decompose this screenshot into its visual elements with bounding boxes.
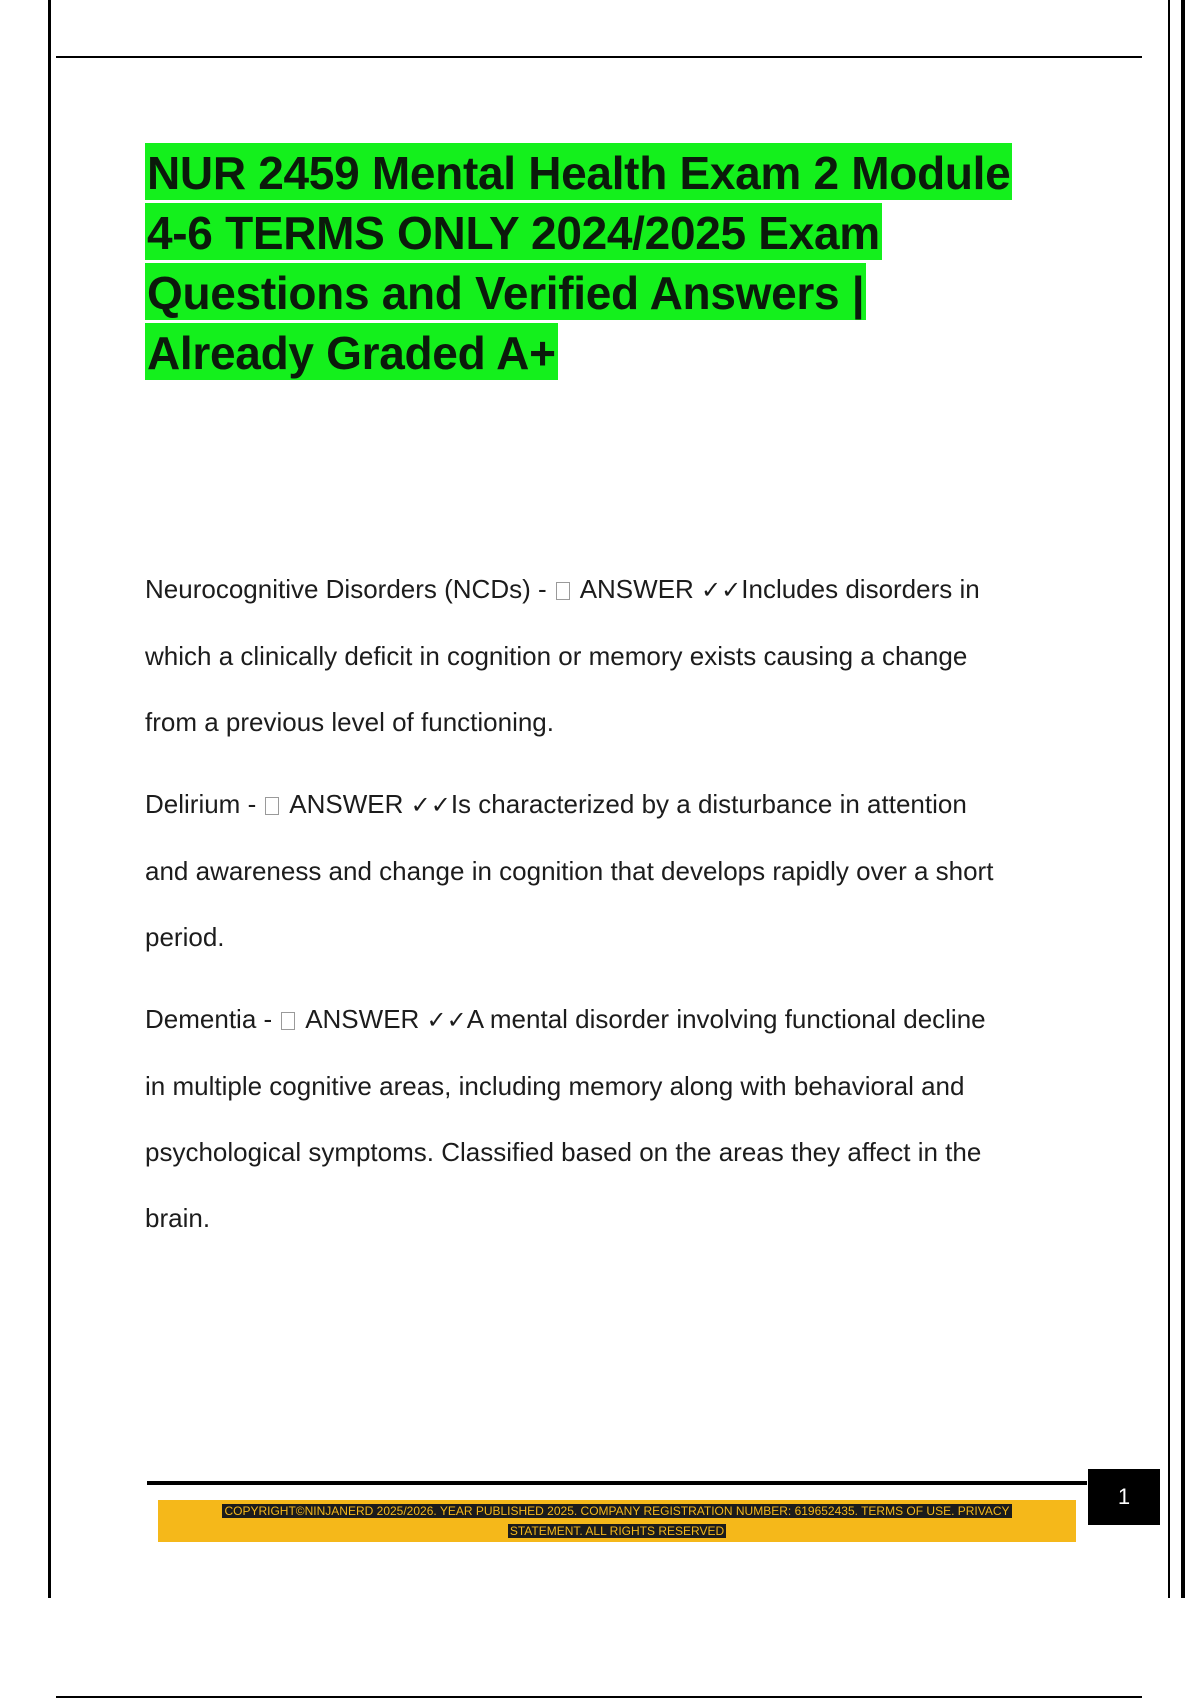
answer-label: ANSWER (305, 1004, 420, 1034)
next-page-rule (56, 1696, 1142, 1698)
answer-label: ANSWER (579, 574, 694, 604)
title-line: NUR 2459 Mental Health Exam 2 Module (145, 143, 1012, 200)
qa-entry (145, 556, 1085, 755)
qa-first-line (145, 986, 1085, 1053)
qa-first-line (145, 771, 1085, 838)
title-line: Questions and Verified Answers | (145, 263, 866, 320)
title-line: 4-6 TERMS ONLY 2024/2025 Exam (145, 203, 882, 260)
qa-entry (145, 771, 1085, 970)
answer-line: which a clinically deficit in cognition or memory exists causing a change (145, 641, 968, 671)
answer-line: from a previous level of functioning. (145, 707, 554, 737)
qa-entry (145, 986, 1085, 1251)
term-label: Neurocognitive Disorders (NCDs) - (145, 574, 554, 604)
page-border-left (48, 0, 51, 1598)
page-border-right (1181, 0, 1185, 1598)
title-line: Already Graded A+ (145, 323, 558, 380)
header-rule (56, 56, 1142, 58)
answer-text: Includes disorders in (741, 574, 980, 604)
answer-text: A mental disorder involving functional decline (466, 1004, 986, 1034)
checkbox-glyph-icon (556, 582, 570, 600)
answer-line: brain. (145, 1203, 211, 1233)
qa-first-line (145, 556, 1085, 623)
copyright-line: COPYRIGHT©NINJANERD 2025/2026. YEAR PUBLISHED 2025. COMPANY REGISTRATION NUMBER: 619652435. TERMS OF USE. PRIVACY (224, 1504, 1010, 1518)
answer-line: and awareness and change in cognition that develops rapidly over a short (145, 856, 994, 886)
qa-list (145, 556, 1085, 1267)
document-title (145, 143, 1075, 383)
checkbox-glyph-icon (265, 797, 279, 815)
answer-line: period. (145, 922, 225, 952)
term-label: Delirium - (145, 789, 264, 819)
term-label: Dementia - (145, 1004, 280, 1034)
copyright-line: STATEMENT. ALL RIGHTS RESERVED (509, 1524, 725, 1538)
page-border-right-inner (1168, 0, 1170, 1598)
answer-label: ANSWER (289, 789, 404, 819)
page-number: 1 (1088, 1469, 1160, 1525)
copyright-notice (158, 1500, 1076, 1542)
double-check-icon: ✓✓ (426, 1006, 467, 1034)
double-check-icon: ✓✓ (410, 791, 451, 819)
double-check-icon: ✓✓ (701, 576, 742, 604)
answer-line: psychological symptoms. Classified based on the areas they affect in the (145, 1137, 982, 1167)
answer-text: Is characterized by a disturbance in attention (450, 789, 967, 819)
footer-rule (147, 1481, 1087, 1485)
checkbox-glyph-icon (281, 1012, 295, 1030)
answer-line: in multiple cognitive areas, including memory along with behavioral and (145, 1071, 965, 1101)
